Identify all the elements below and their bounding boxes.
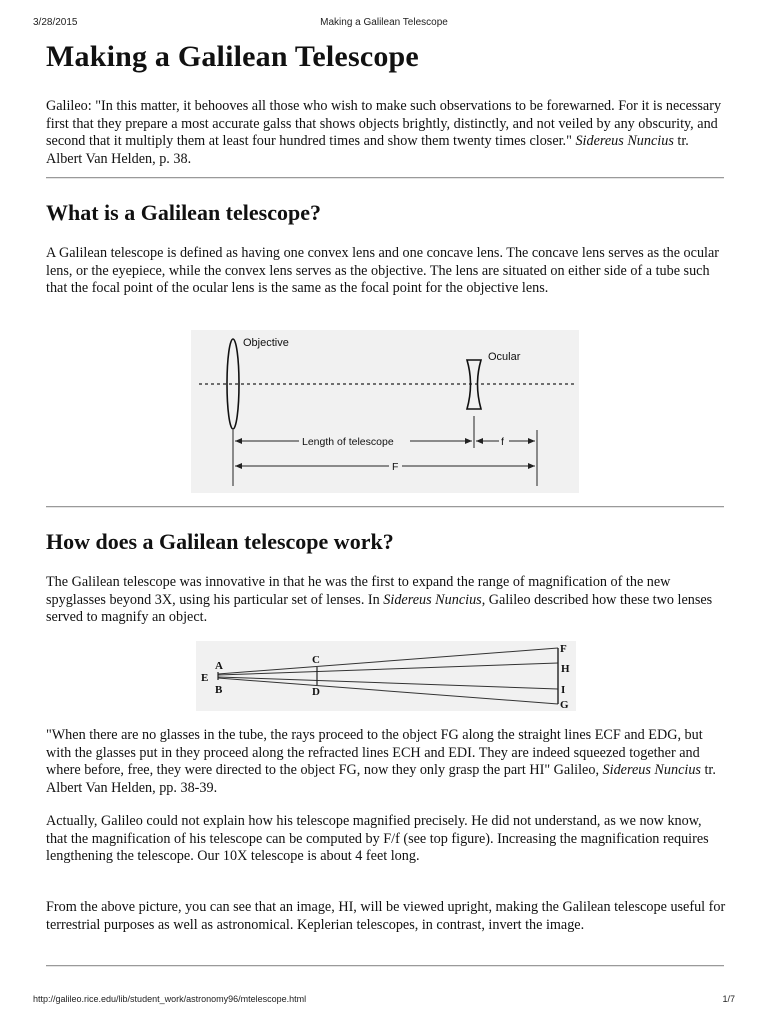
- arrowhead-icon: [528, 463, 535, 469]
- upright-image-paragraph: From the above picture, you can see that an image, HI, will be viewed upright, making the Galilean telescope useful for terrestrial purposes as well as astronomical. Keplerian telescopes, in contrast, invert the image.: [46, 899, 726, 933]
- f-small-label: f: [501, 436, 504, 448]
- arrowhead-icon: [235, 438, 242, 444]
- label-I: I: [561, 684, 566, 696]
- quote-citation: tr. Albert Van Helden, pp. 38-39.: [46, 762, 716, 796]
- section-how-source: Sidereus Nuncius: [383, 591, 482, 608]
- ray-ech: [218, 663, 558, 675]
- intro-source: Sidereus Nuncius: [575, 133, 674, 149]
- divider: [46, 506, 724, 508]
- arrowhead-icon: [465, 438, 472, 444]
- section-heading-how: How does a Galilean telescope work?: [46, 529, 394, 554]
- quote-source: Sidereus Nuncius: [602, 762, 701, 778]
- print-footer-url: http://galileo.rice.edu/lib/student_work/astronomy96/mtelescope.html: [33, 994, 307, 1004]
- length-label: Length of telescope: [302, 436, 394, 448]
- arrowhead-icon: [528, 438, 535, 444]
- section-what-paragraph: A Galilean telescope is defined as having one convex lens and one concave lens. The concave lens serves as the ocular lens, or the eyepiece, while the convex lens serves as the objective. The lens are situated on either side of a tube such that the focal point of the ocular lens is the same as the focal point for the objective lens.: [46, 245, 719, 296]
- divider: [46, 965, 724, 967]
- quote-paragraph: [46, 727, 726, 797]
- intro-paragraph: [46, 98, 726, 168]
- ray-ecf: [218, 648, 558, 674]
- label-H: H: [561, 663, 570, 675]
- ocular-label: Ocular: [488, 351, 521, 363]
- arrowhead-icon: [476, 438, 483, 444]
- print-footer-page: 1/7: [722, 994, 735, 1004]
- label-F: F: [560, 643, 567, 655]
- divider: [46, 177, 724, 179]
- section-how-text: The Galilean telescope was innovative in that he was the first to expand the range of magnification of the new spyglasses beyond 3X, using his particular set of lenses. In: [46, 574, 671, 608]
- page-title: Making a Galilean Telescope: [46, 40, 419, 73]
- objective-label: Objective: [243, 337, 289, 349]
- ray-edg: [218, 678, 558, 704]
- arrowhead-icon: [235, 463, 242, 469]
- ray-edi: [218, 677, 558, 689]
- intro-quote: Galileo: "In this matter, it behooves all those who wish to make such observations to be forewarned. For it is necessary first that they prepare a most accurate galss that shows objects brightly, distinctly, and not veiled by any obscurity, and second that it multiply them at least four hundred times and show them twenty times closer.": [46, 98, 722, 149]
- telescope-diagram: [191, 330, 579, 493]
- magnification-paragraph: Actually, Galileo could not explain how his telescope magnified precisely. He did not understand, as we now know, that the magnification of his telescope can be computed by F/f (see top figure). Increasing the magnification requires lengthening the telescope. Our 10X telescope is about 4 feet long.: [46, 813, 709, 864]
- intro-citation: tr. Albert Van Helden, p. 38.: [46, 133, 689, 167]
- label-E: E: [201, 672, 209, 684]
- quote-text: "When there are no glasses in the tube, the rays proceed to the object FG along the straight lines ECF and EDG, but with the glasses put in they proceed along the refracted lines ECH and EDI. They are indeed squeezed together and where before, free, they were directed to the object FG, now they only grasp the part HI" Galileo,: [46, 727, 703, 778]
- ray-diagram: [196, 641, 576, 711]
- section-how-text-end: , Galileo described how these two lenses served to magnify an object.: [46, 591, 713, 625]
- label-A: A: [215, 660, 223, 672]
- section-heading-what: What is a Galilean telescope?: [46, 200, 321, 225]
- label-G: G: [560, 699, 569, 711]
- print-header-title: Making a Galilean Telescope: [320, 17, 448, 28]
- print-date: 3/28/2015: [33, 17, 78, 28]
- label-D: D: [312, 686, 320, 698]
- F-large-label: F: [392, 461, 399, 473]
- section-how-paragraph: [46, 574, 726, 627]
- label-C: C: [312, 654, 320, 666]
- label-B: B: [215, 684, 223, 696]
